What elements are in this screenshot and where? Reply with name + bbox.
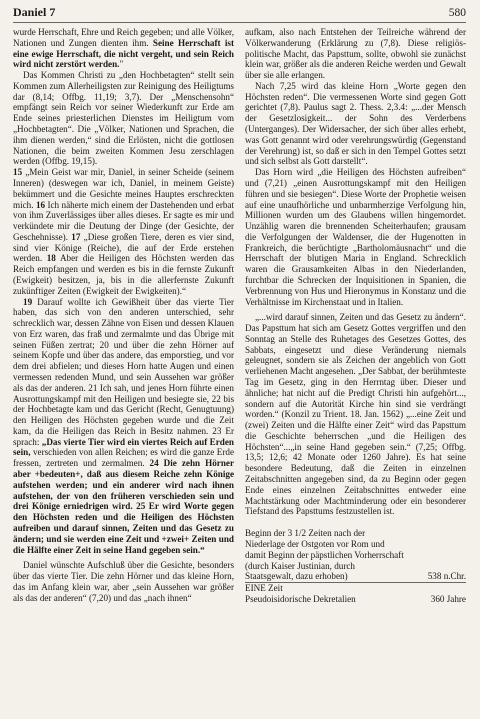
bold-text: 16 — [35, 199, 46, 210]
bold-text: Seine Herrschaft ist eine ewige Herrschaft, die nicht vergeht, und sein Reich wird nicht zerstört werden. — [13, 37, 234, 70]
text-columns — [13, 27, 466, 605]
text-run: Das Kommen Christi zu „den Hochbetagten“ stellt sein Kommen zum Allerheiligsten zur Reinigung des Heiligtums dar (8,14; Offbg. 11,19; 3,7). Der „Menschensohn“ empfängt sein Reich vor seiner Wiederkunft zur Erde am Ende seines priesterlichen Dienstes im Heiligtum vom „Hochbetagten“. Die „Völker, Nationen und Sprachen, die ihm dienen werden,“ sind die Erlösten, nicht die gottlosen Nationen, die beim zweiten Kommen Jesu zerschlagen werden (Offbg. 19,15). — [13, 70, 234, 167]
text-run: verschieden von allen Reichen; es wird die ganze Erde fressen, zertreten und zermalmen. — [13, 447, 234, 469]
right-column — [245, 27, 466, 605]
timeline-event: EINE Zeit Pseudoisidorische Dekretalien — [245, 583, 356, 604]
text-run: Das Horn wird „die Heiligen des Höchsten aufreiben“ und (7,21) „einen Ausrottungskampf mit den Heiligen führen und sie besiegen“. Diese Worte der Prophetie weisen auf eine unaufhörliche und unbarmherzige Verfolgung hin, Millionen wurden um des Glaubens willen hingemordet. Unzählig waren die brennenden Scheiterhaufen; grausam die Verfolgungen der Waldenser, die der Hugenotten in Frankreich, die berüchtigte „Bartholomäusnacht“ und die Herrschaft der blutigen Maria in England. Schrecklich waren die Grausamkeiten Albas in den Niederlanden, furchtbar die Schrecken der Inquisitionen in Spanien, die Verbrennung von Hus und Hieronymus in Konstanz und die Verhältnisse im Kirchenstaat und in Italien. — [245, 167, 466, 307]
left-column — [13, 27, 234, 605]
paragraph — [13, 27, 234, 70]
text-run: Aber die Heiligen des Höchsten werden das Reich empfangen und werden es bis in die fernste Zukunft (Ewigkeit) besitzen, ja, bis in die allerfernste Zukunft zukünftiger Zeiten (Ewigkeit der Ewigkeiten).“ — [13, 253, 234, 296]
text-run: Nach 7,25 wird das kleine Horn „Worte gegen den Höchsten reden“. Die vermessenen Worte sind gegen Gott gerichtet (7,8). Paulus sagt 2. Thess. 2,3.4: „...der Mensch der Gesetzlosigkeit... der Sohn des Verderbens (Unterganges). Der Widersacher, der sich über alles erhebt, was Gott genannt wird oder verehrungswürdig (Gegenstand der Verehrung) ist, so daß er sich in den Tempel Gottes setzt und sich selbst als Gott darstellt“. — [245, 80, 466, 167]
page-header — [13, 0, 466, 23]
bold-text: 18 — [46, 253, 56, 264]
text-run: Darauf wollte ich Gewißheit über das vierte Tier haben, das sich von den anderen unterschied, sehr schrecklich war, dessen Zähne von Eisen und dessen Klauen von Erz waren, das fraß und zermalmte und das Übrige mit seinen Füßen zertrat; 20 und über die zehn Hörner auf seinem Kopfe und über das andere, das emporstieg, und vor dem drei abfielen; und dieses Horn hatte Augen und einen vermessen redenden Mund, und sein Aussehen war größer als das der anderen. 21 Ich sah, und jenes Horn führte einen Ausrottungskampf mit den Heiligen und besiegte sie, 22 bis der Hochbetagte kam und das Gericht (Recht, Genugtuung) den Heiligen des Höchsten gegeben wurde und die Zeit kam, da die Heiligen das Reich in Besitz nahmen. 23 Er sprach: — [13, 296, 234, 447]
text-run: " — [119, 59, 124, 70]
text-run: Daniel wünschte Aufschluß über die Gesichte, besonders über das vierte Tier. Die zehn Hörner und das kleine Horn, das im Anfang klein war, aber „sein Aussehen war größer als das der anderen“ (7,20) und das „nach ihnen“ — [13, 560, 234, 603]
bold-text: 19 — [23, 296, 33, 307]
paragraph — [245, 167, 466, 307]
paragraph — [13, 560, 234, 603]
paragraph — [245, 312, 466, 517]
page-number: 580 — [448, 7, 466, 19]
right-column-text — [245, 27, 466, 517]
timeline-table — [245, 528, 466, 604]
bold-text: 17 — [71, 231, 81, 242]
chapter-title: Daniel 7 — [13, 5, 56, 19]
text-run: wurde Herrschaft, Ehre und Reich gegeben; und alle Völker, Nationen und Zungen dienten ihm. — [13, 27, 234, 48]
paragraph — [13, 297, 234, 556]
timeline-date: 538 n.Chr. — [427, 571, 466, 582]
text-run: aufkam, also nach Entstehen der Teilreiche während der Völkerwanderung (Erklärung zu (7,8). Diese religiös-politische Macht, das Papsttum, sollte, obwohl sie zunächst klein war, größer als die anderen Reiche werden und Gewalt über sie alle erlangen. — [245, 27, 466, 81]
text-run: Ich näherte mich einem der Dastehenden und erbat von ihm Zuverlässiges über alles dieses. Er sagte es mir und verkündete mir die Deutung der Dinge (der Gesichte, der Geschehnisse). — [13, 199, 235, 242]
bold-text: 15 — [13, 167, 23, 178]
paragraph — [13, 167, 234, 296]
text-run: „Mein Geist war mir, Daniel, in seiner Scheide (seinem Inneren) (deswegen war ich, Daniel, in meinem Geiste) bekümmert und die Gesichte meines Hauptes erschreckten mich. — [13, 167, 234, 210]
timeline-date: 360 Jahre — [430, 593, 466, 604]
timeline-row — [245, 528, 466, 582]
bold-text: 24 Die zehn Hörner aber +bedeuten+, daß aus diesem Reiche zehn Könige aufstehen werden; und ein anderer wird nach ihnen aufstehen, der von den früheren verschieden sein und drei Könige erniedrigen wird. 25 Er wird Worte gegen den Höchsten reden und die Heiligen des Höchsten aufreiben und darauf sinnen, Zeiten und das Gesetz zu ändern; und sie werden eine Zeit und +zwei+ Zeiten und die Hälfte einer Zeit in seine Hand gegeben sein.“ — [13, 458, 234, 555]
bold-text: „Das vierte Tier wird ein viertes Reich auf Erden sein, — [13, 436, 234, 458]
timeline-row — [245, 583, 466, 605]
paragraph — [13, 70, 234, 167]
text-run: „...wird darauf sinnen, Zeiten und das Gesetz zu ändern“. Das Papsttum hat sich am Gesetz Gottes vergriffen und den Sonntag an Stelle des Ruhetages des Gesetzes Gottes, des Sabbats, eingesetzt und diese Veränderung niemals geleugnet, sondern sie als Zeichen der angeblich von Gott verliehenen Macht angesehen. „Der Sabbat, der berühmteste Tag im Gesetz, ging in den Herrntag über. Dieser und ähnliche; hat nicht auf die Predigt Christi hin aufgehört..., sondern auf die Autorität Kirche hin sind sie verdrängt worden.“ (Konzil zu Trient. 18. Jan. 1562) „...eine Zeit und (zwei) Zeiten und die Hälfte einer Zeit“ wird das Papsttum die Geschichte beherrschen „und die Heiligen des Höchsten“...„in seine Hand gegeben sein.“ (7,25; Offbg. 13,5; 12,6; 42 Monate oder 1260 Jahre). Es hat seine besondere Bedeutung, daß die Zeiten in einzelnen Zeitabschnitten angegeben sind, da zu Beginn oder gegen Ende eines einzelnen Zeitabschnittes entweder eine Machtstärkung oder Machtminderung oder ein besonderer Tiefstand des Papsttums festzustellen ist. — [245, 312, 466, 517]
paragraph — [245, 27, 466, 81]
timeline-event: Beginn der 3 1/2 Zeiten nach der Niederlage der Ostgoten vor Rom und damit Beginn der päpstlichen Vorherrschaft (durch Kaiser Justinian, durch Staatsgewalt, dazu erhoben) — [245, 528, 404, 582]
paragraph — [245, 81, 466, 167]
text-run: „Diese großen Tiere, deren es vier sind, sind vier Könige (Reiche), die auf der Erde erstehen werden. — [13, 231, 234, 264]
